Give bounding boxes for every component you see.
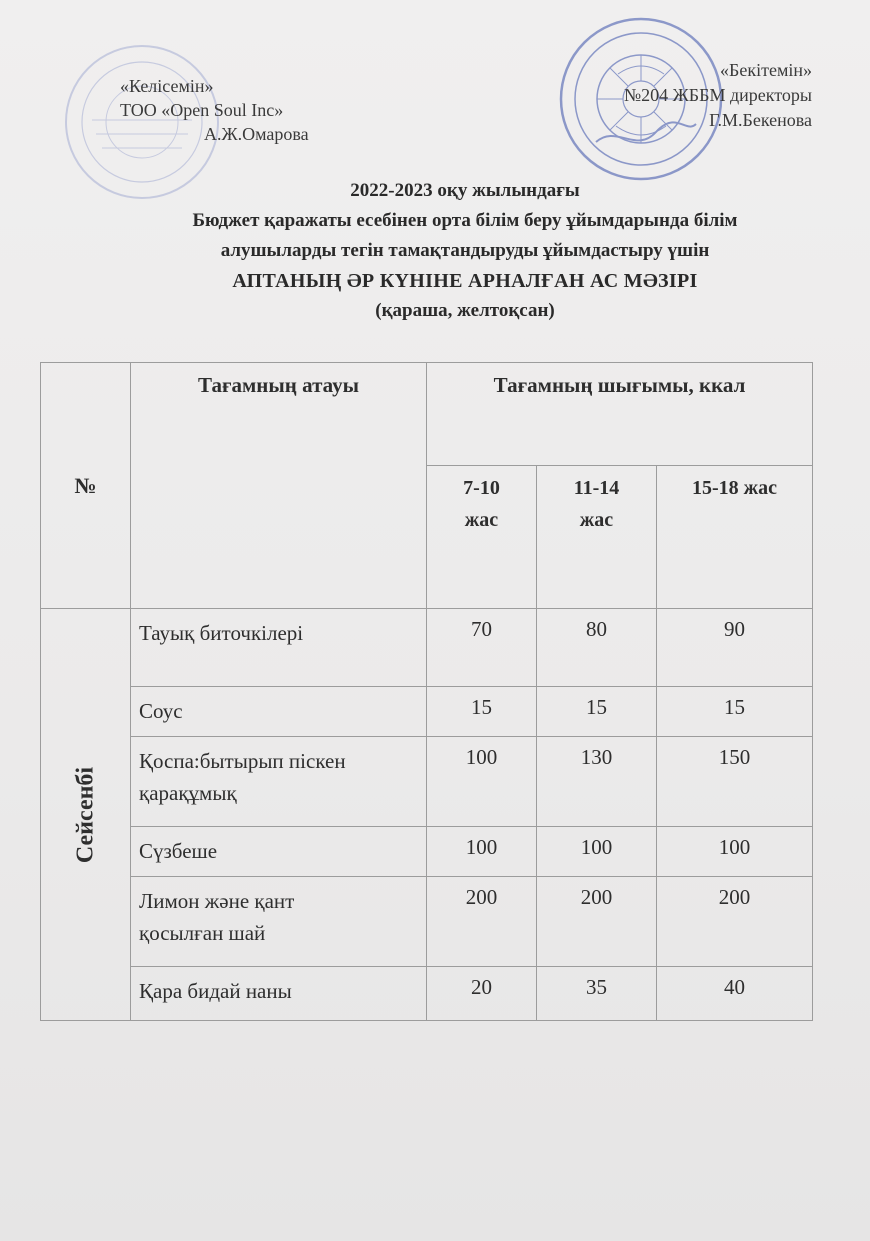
kcal-7-10: 200 <box>427 877 537 967</box>
kcal-7-10: 100 <box>427 737 537 827</box>
dish-name: Сүзбеше <box>131 827 427 877</box>
left-approval-block <box>120 74 309 146</box>
title-line-3: алушыларды тегін тамақтандыруды ұйымдастыру үшін <box>220 240 710 261</box>
left-approval-org: ТОО «Open Soul Inc» <box>120 100 284 120</box>
title-year: 2022-2023 оқу жылындағы <box>350 180 580 201</box>
table-row <box>41 877 813 967</box>
table-row <box>41 687 813 737</box>
kcal-7-10: 20 <box>427 967 537 1021</box>
kcal-15-18: 40 <box>657 967 813 1021</box>
kcal-11-14: 100 <box>537 827 657 877</box>
dish-name: Қара бидай наны <box>131 967 427 1021</box>
kcal-11-14: 80 <box>537 609 657 687</box>
table-row <box>41 737 813 827</box>
day-label: Сейсенбі <box>72 766 98 863</box>
header-num: № <box>41 363 131 609</box>
kcal-15-18: 200 <box>657 877 813 967</box>
document-title <box>100 176 830 326</box>
dish-name: Лимон және қант қосылған шай <box>131 877 427 967</box>
kcal-15-18: 15 <box>657 687 813 737</box>
menu-table <box>40 362 813 1021</box>
left-approval-heading: «Келісемін» <box>120 76 214 96</box>
right-approval-signatory: Г.М.Бекенова <box>709 110 812 130</box>
right-approval-org: №204 ЖББМ директоры <box>624 85 812 105</box>
dish-name: Соус <box>131 687 427 737</box>
kcal-11-14: 15 <box>537 687 657 737</box>
table-row <box>41 609 813 687</box>
kcal-15-18: 90 <box>657 609 813 687</box>
header-dish-name: Тағамның атауы <box>131 363 427 609</box>
table-row <box>41 827 813 877</box>
kcal-7-10: 70 <box>427 609 537 687</box>
kcal-7-10: 15 <box>427 687 537 737</box>
header-row <box>41 363 813 466</box>
dish-name: Тауық биточкілері <box>131 609 427 687</box>
table-row <box>41 967 813 1021</box>
header-age-15-18: 15-18 жас <box>657 466 813 609</box>
kcal-11-14: 200 <box>537 877 657 967</box>
right-approval-block <box>596 58 812 133</box>
kcal-11-14: 130 <box>537 737 657 827</box>
kcal-7-10: 100 <box>427 827 537 877</box>
dish-name: Қоспа:бытырып піскен қарақұмық <box>131 737 427 827</box>
header-age-11-14: 11-14 жас <box>537 466 657 609</box>
header-age-7-10: 7-10 жас <box>427 466 537 609</box>
title-months: (қараша, желтоқсан) <box>375 300 555 321</box>
kcal-11-14: 35 <box>537 967 657 1021</box>
title-menu-heading: АПТАНЫҢ ӘР КҮНІНЕ АРНАЛҒАН АС МӘЗІРІ <box>232 270 698 292</box>
kcal-15-18: 150 <box>657 737 813 827</box>
day-cell <box>41 609 131 1021</box>
header-yield: Тағамның шығымы, ккал <box>427 363 813 466</box>
left-approval-signatory: А.Ж.Омарова <box>204 124 309 144</box>
right-approval-heading: «Бекітемін» <box>720 60 812 80</box>
kcal-15-18: 100 <box>657 827 813 877</box>
title-line-2: Бюджет қаражаты есебінен орта білім беру ұйымдарында білім <box>192 210 738 231</box>
